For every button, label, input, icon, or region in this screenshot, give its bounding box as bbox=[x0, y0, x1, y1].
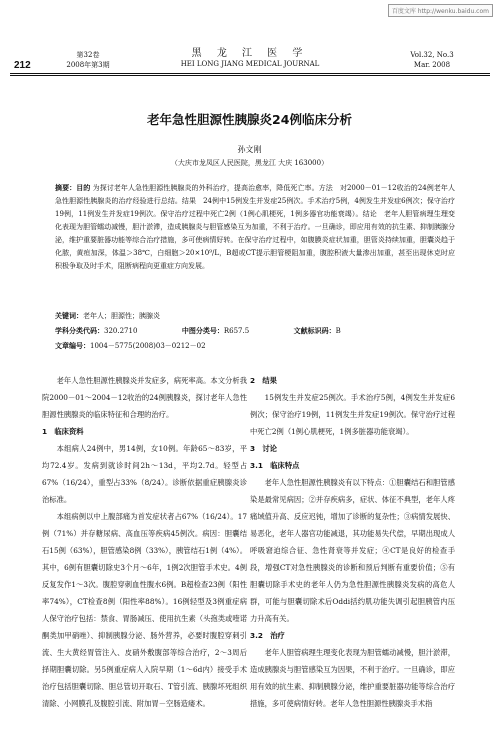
subsection-heading-3-1: 3.1 临床特点 bbox=[250, 461, 300, 470]
cn-class-label: 中图分类号： bbox=[181, 327, 224, 335]
author: 孙文刚 bbox=[237, 145, 262, 154]
page-number: 212 bbox=[14, 60, 31, 71]
clc-label: 学科分类代码： bbox=[55, 327, 104, 335]
section-heading-3: 3 讨论 bbox=[250, 444, 277, 453]
abstract-text: 为探讨老年人急性胆源性胰腺炎的外科治疗，提高治愈率，降低死亡率。方法 对2000－01－12收治的24例老年人急性胆源性胰腺炎的治疗经验进行总结。结果 24例中15例发生并发症25例次。手术治疗5例，4例发生并发症6例次；保守治疗19例，11例发生并发症19例次。保守治疗过程中死亡2例（1例心肌梗死，1例多器官功能衰竭）。结论 老年人胆管病理生理变化表现为胆管蠕动减慢，胆汁淤滞，造成胰腺炎与胆管感染互为加重，不利于治疗。一旦确诊，即应用有效的抗生素、抑制胰腺分泌，维护重要脏器功能等综合治疗措施，多可使病情好转。在保守治疗过程中，如腹膜炎症状加重，胆管炎持续加重，胆囊炎趋于化脓，黄疸加深，体温＞38℃，白细胞＞20×10⁹/L，B超或CT提示胆管梗阻加重，腹腔积液大量渗出加重，甚至出现休克时应积极争取及时手术，阻断病程向更重症方向发展。 bbox=[55, 184, 455, 270]
keywords bbox=[55, 311, 160, 321]
subsection-heading-3-2: 3.2 治疗 bbox=[250, 631, 285, 640]
article-title: 老年急性胆源性胰腺炎24例临床分析 bbox=[147, 112, 352, 127]
paragraph: 15例发生并发症25例次。手术治疗5例，4例发生并发症6例次；保守治疗19例，11例发生并发症19例次。保守治疗过程中死亡2例（1例心肌梗死，1例多脏器功能衰竭）。 bbox=[250, 393, 455, 436]
paragraph: 老年人胆管病理生理变化表现为胆管蠕动减慢，胆汁淤滞，造成胰腺炎与胆管感染互为因果，不利于治疗。一旦确诊，即应用有效的抗生素、抑制胰腺分泌，维护重要脏器功能等综合治疗措施，多可使病情好转。老年人急性胆源性胰腺炎手术指 bbox=[250, 648, 455, 708]
keywords-value: 老年人；胆源性；胰腺炎 bbox=[83, 312, 160, 320]
header-rule-2 bbox=[10, 75, 490, 76]
affiliation: （大庆市龙凤区人民医院，黑龙江 大庆 163000） bbox=[170, 159, 329, 167]
keywords-label: 关键词： bbox=[55, 312, 83, 320]
volume-right bbox=[392, 50, 472, 70]
paragraph: 本组病例以中上腹部痛为首发症状者占67%（16/24）。17例（71%）并存糖尿病、高血压等疾病45例次。病因：胆囊结石15例（63%），胆管感染8例（33%），胰管结石1例（4%）。其中，6例有胆囊切除史3个月～6年，1例2次胆管手术史。4例反复发作1～3次。腹腔穿刺血性腹水6例。B超检查23例（阳性率74%），CT检查8例（阳性率88%）。16例轻型及3例重症病人保守治疗包括：禁食、胃肠减压、使用抗生素（头孢类或喹诺酮类加甲硝唑）、抑制胰腺分泌、肠外营养，必要时腹腔穿刺引流、生大黄经胃管注入、皮硝外敷腹部等综合治疗，2～3周后择期胆囊切除。另5例重症病人入院早期（1～6d内）接受手术治疗包括胆囊切除、胆总管切开取石、T管引流、胰腺坏死组织清除、小网膜孔及腹腔引流、附加胃－空肠造瘘术。 bbox=[42, 512, 247, 708]
journal-name-cn: 黑 龙 江 医 学 bbox=[191, 48, 309, 59]
issue-label: 2008年第3期 bbox=[66, 61, 110, 69]
classification bbox=[55, 326, 341, 336]
watermark: 百度文库 http://wenku.baidu.com bbox=[388, 4, 493, 17]
article-no-value: 1004－5775(2008)03－0212－02 bbox=[90, 342, 206, 350]
left-column bbox=[42, 372, 247, 712]
cn-class-value: R657.5 bbox=[223, 327, 250, 335]
intro-paragraph: 老年人急性胆源性胰腺炎并发症多，病死率高。本文分析我院2000－01～2004－12收治的24例胰腺炎，探讨老年人急性胆源性胰腺炎的临床特征和合理的治疗。 bbox=[42, 376, 247, 419]
volume-label: 第32卷 bbox=[76, 51, 100, 59]
volume-left bbox=[58, 50, 118, 70]
header-rule bbox=[10, 73, 490, 74]
section-heading-1: 1 临床资料 bbox=[42, 427, 84, 436]
journal-name-en: HEI LONG JIANG MEDICAL JOURNAL bbox=[180, 60, 320, 68]
article-no-label: 文章编号： bbox=[55, 342, 90, 350]
abstract bbox=[55, 182, 455, 273]
doc-code-label: 文献标识码： bbox=[293, 327, 336, 335]
issue-date-en: Mar. 2008 bbox=[413, 61, 451, 69]
article-number bbox=[55, 341, 206, 351]
clc-value: 320.2710 bbox=[104, 327, 138, 335]
paragraph: 老年人急性胆源性胰腺炎有以下特点：①胆囊结石和胆管感染是最常见病因；②并存疾病多，症状、体征不典型，老年人疼痛域值升高、反应迟钝，增加了诊断的复杂性；③病情发展快、易恶化，老年人器官功能减退，其功能易失代偿，早期出现成人呼吸窘迫综合征、急性肾衰等并发症；④CT是良好的检查手段，增强CT对急性胰腺炎的诊断和预后判断有重要价值；⑤有胆囊切除手术史的老年人仍为急性胆源性胰腺炎发病的高危人群，可能与胆囊切除术后Oddi括约肌功能失调引起胆胰管内压力升高有关。 bbox=[250, 478, 455, 623]
paragraph: 本组病人24例中，男14例，女10例。年龄65～83岁，平均72.4岁。发病到就诊时间2h～13d，平均2.7d。轻型占67%（16/24），重型占33%（8/24）。诊断依据重症胰腺炎诊治标准。 bbox=[42, 444, 247, 504]
volume-number-en: Vol.32, No.3 bbox=[410, 51, 454, 59]
section-heading-2: 2 结果 bbox=[250, 376, 277, 385]
journal-name bbox=[150, 48, 350, 70]
right-column bbox=[250, 372, 455, 712]
doc-code-value: B bbox=[335, 327, 341, 335]
abstract-label: 摘要：目的 bbox=[55, 184, 91, 192]
